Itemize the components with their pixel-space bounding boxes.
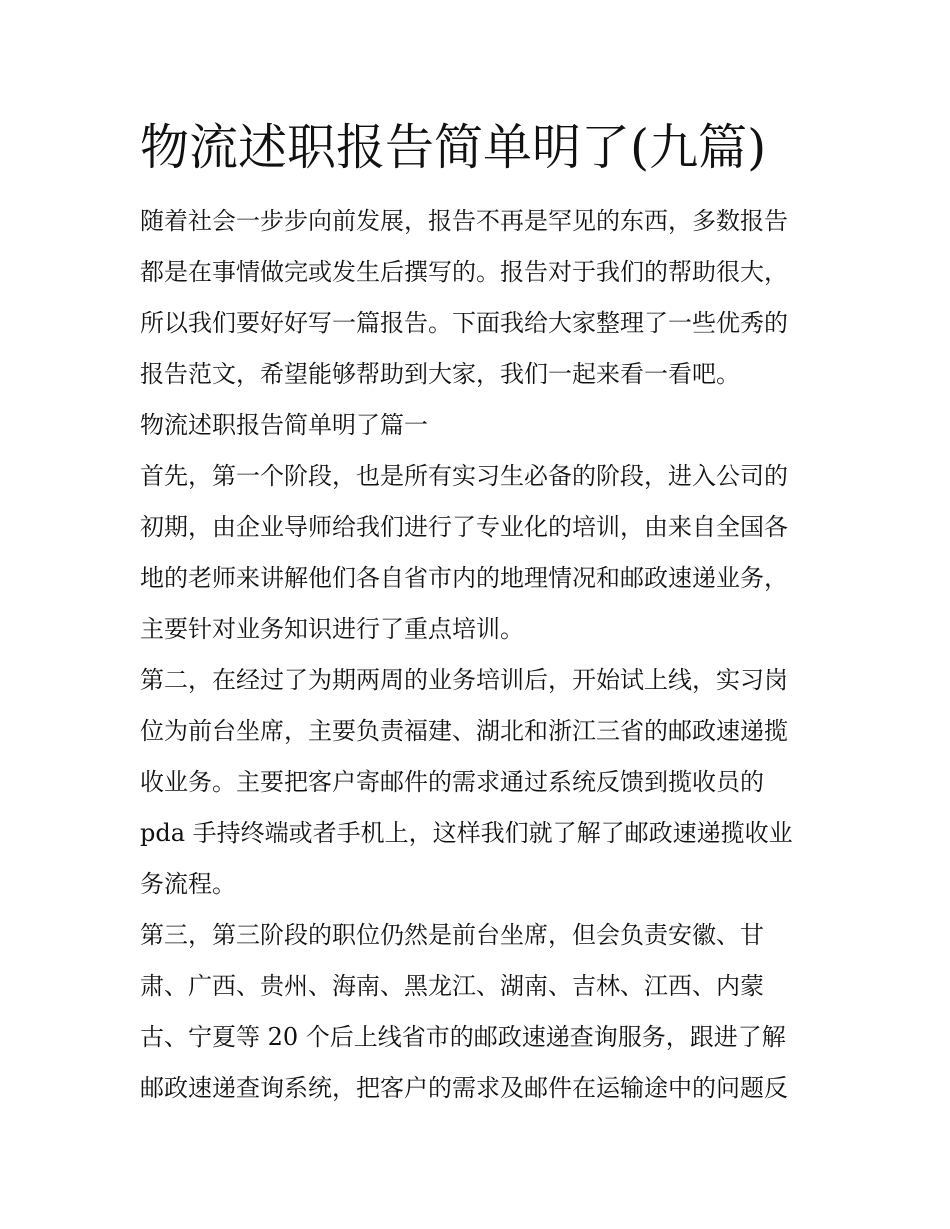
text-line: 随着社会一步步向前发展，报告不再是罕见的东西，多数报告: [140, 207, 788, 235]
section-heading-text: 物流述职报告简单明了篇一: [140, 411, 428, 439]
text-line: pda 手持终端或者手机上，这样我们就了解了邮政速递揽收业: [140, 819, 793, 847]
third-stage-paragraph: [140, 910, 820, 1114]
text-line: 第二，在经过了为期两周的业务培训后，开始试上线，实习岗: [140, 666, 788, 694]
text-line: 初期，由企业导师给我们进行了专业化的培训，由来自全国各: [140, 513, 788, 541]
text-line: 邮政速递查询系统，把客户的需求及邮件在运输途中的问题反: [140, 1074, 788, 1102]
text-line: 第三，第三阶段的职位仍然是前台坐席，但会负责安徽、甘: [140, 921, 764, 949]
intro-paragraph: [140, 196, 820, 400]
text-line: 地的老师来讲解他们各自省市内的地理情况和邮政速递业务，: [140, 564, 788, 592]
text-line: 报告范文，希望能够帮助到大家，我们一起来看一看吧。: [140, 360, 740, 388]
text-line: 收业务。主要把客户寄邮件的需求通过系统反馈到揽收员的: [140, 768, 764, 796]
first-stage-paragraph: [140, 451, 820, 655]
text-line: 主要针对业务知识进行了重点培训。: [140, 615, 524, 643]
text-line: 务流程。: [140, 870, 236, 898]
second-stage-paragraph: [140, 655, 820, 910]
text-line: 都是在事情做完或发生后撰写的。报告对于我们的帮助很大，: [140, 258, 788, 286]
text-line: 古、宁夏等 20 个后上线省市的邮政速递查询服务，跟进了解: [140, 1023, 786, 1051]
section-heading: [140, 400, 820, 451]
document-title: 物流述职报告简单明了(九篇): [140, 119, 767, 176]
text-line: 首先，第一个阶段，也是所有实习生必备的阶段，进入公司的: [140, 462, 788, 490]
text-line: 所以我们要好好写一篇报告。下面我给大家整理了一些优秀的: [140, 309, 788, 337]
text-line: 肃、广西、贵州、海南、黑龙江、湖南、吉林、江西、内蒙: [140, 972, 764, 1000]
text-line: 位为前台坐席，主要负责福建、湖北和浙江三省的邮政速递揽: [140, 717, 788, 745]
document-body: [140, 196, 820, 1114]
